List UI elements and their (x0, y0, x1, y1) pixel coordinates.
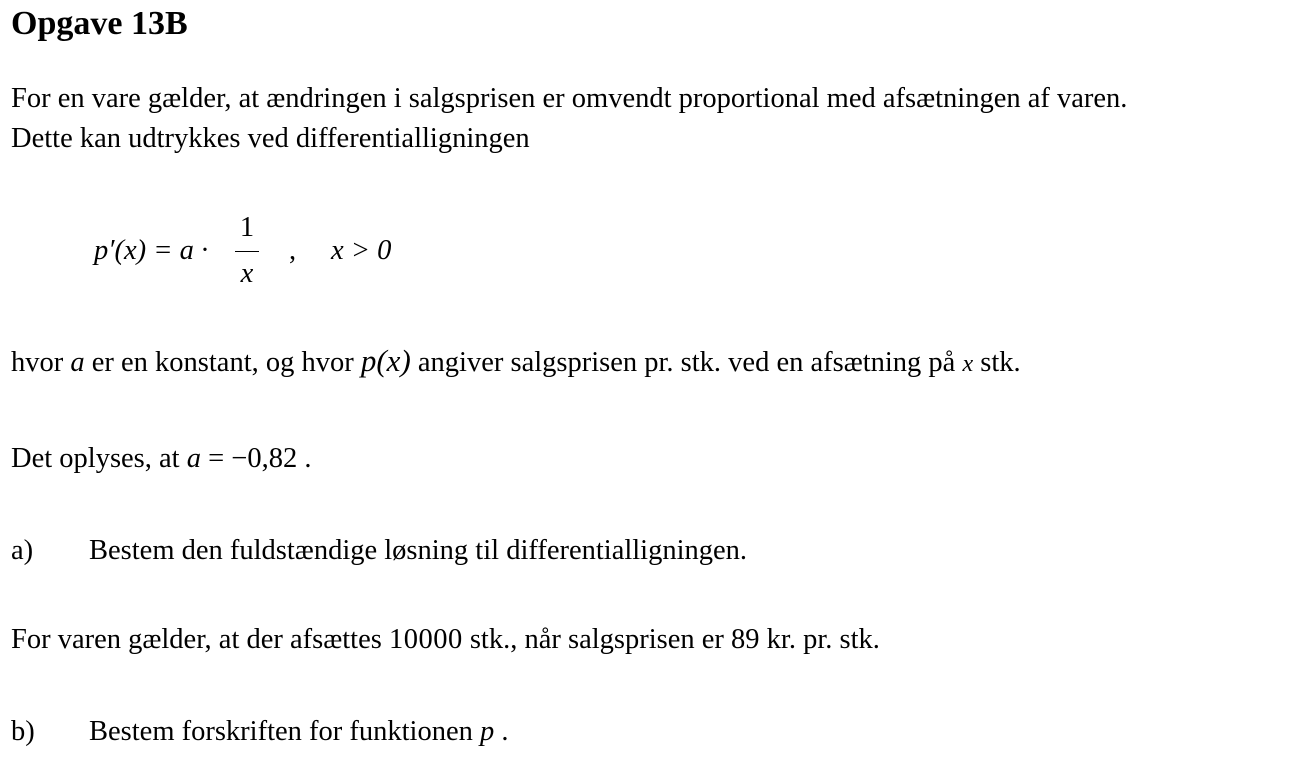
fraction-numerator: 1 (239, 212, 255, 243)
question-a-text: Bestem den fuldstændige løsning til differentialligningen. (89, 535, 748, 566)
exercise-title: Opgave 13B (11, 5, 188, 42)
condition-post: stk., når salgsprisen er 89 kr. pr. stk. (462, 624, 880, 655)
equation-condition: x > 0 (331, 235, 392, 266)
definition-pre: hvor (11, 347, 71, 378)
fraction-denominator: x (240, 258, 254, 289)
equation-lhs: p′(x) = a · (94, 235, 209, 266)
question-b-text: Bestem forskriften for funktionen (89, 716, 480, 747)
question-b-label: b) (11, 716, 35, 747)
question-b (11, 714, 508, 750)
question-b-var-p: p (479, 716, 495, 747)
condition-line (11, 622, 880, 658)
equation-separator: , (289, 235, 297, 266)
question-a-label: a) (11, 535, 34, 566)
definition-var-x: x (962, 351, 974, 377)
given-line (11, 441, 312, 477)
condition-pre: For varen gælder, at der afsættes (11, 624, 389, 655)
fraction-bar (235, 251, 259, 252)
question-a (11, 533, 747, 569)
intro-line-2: Dette kan udtrykkes ved differentialligningen (11, 123, 530, 154)
equation-fraction (235, 208, 259, 298)
definition-line (11, 343, 1021, 382)
given-rest: = −0,82 . (200, 443, 312, 474)
given-var-a: a (186, 443, 201, 474)
definition-post: stk. (973, 347, 1021, 378)
definition-var-a: a (70, 347, 85, 378)
definition-mid1: er en konstant, og hvor (84, 347, 361, 378)
definition-func-arg: (x) (376, 343, 411, 378)
definition-func-p: p (360, 343, 377, 378)
definition-mid2: angiver salgsprisen pr. stk. ved en afsætning på (410, 347, 963, 378)
intro-line-1: For en vare gælder, at ændringen i salgsprisen er omvendt proportional med afsætningen af varen. (11, 83, 1128, 114)
differential-equation (94, 208, 424, 298)
condition-quantity: 10000 (388, 624, 463, 655)
given-pre: Det oplyses, at (11, 443, 187, 474)
question-b-end: . (494, 716, 509, 747)
